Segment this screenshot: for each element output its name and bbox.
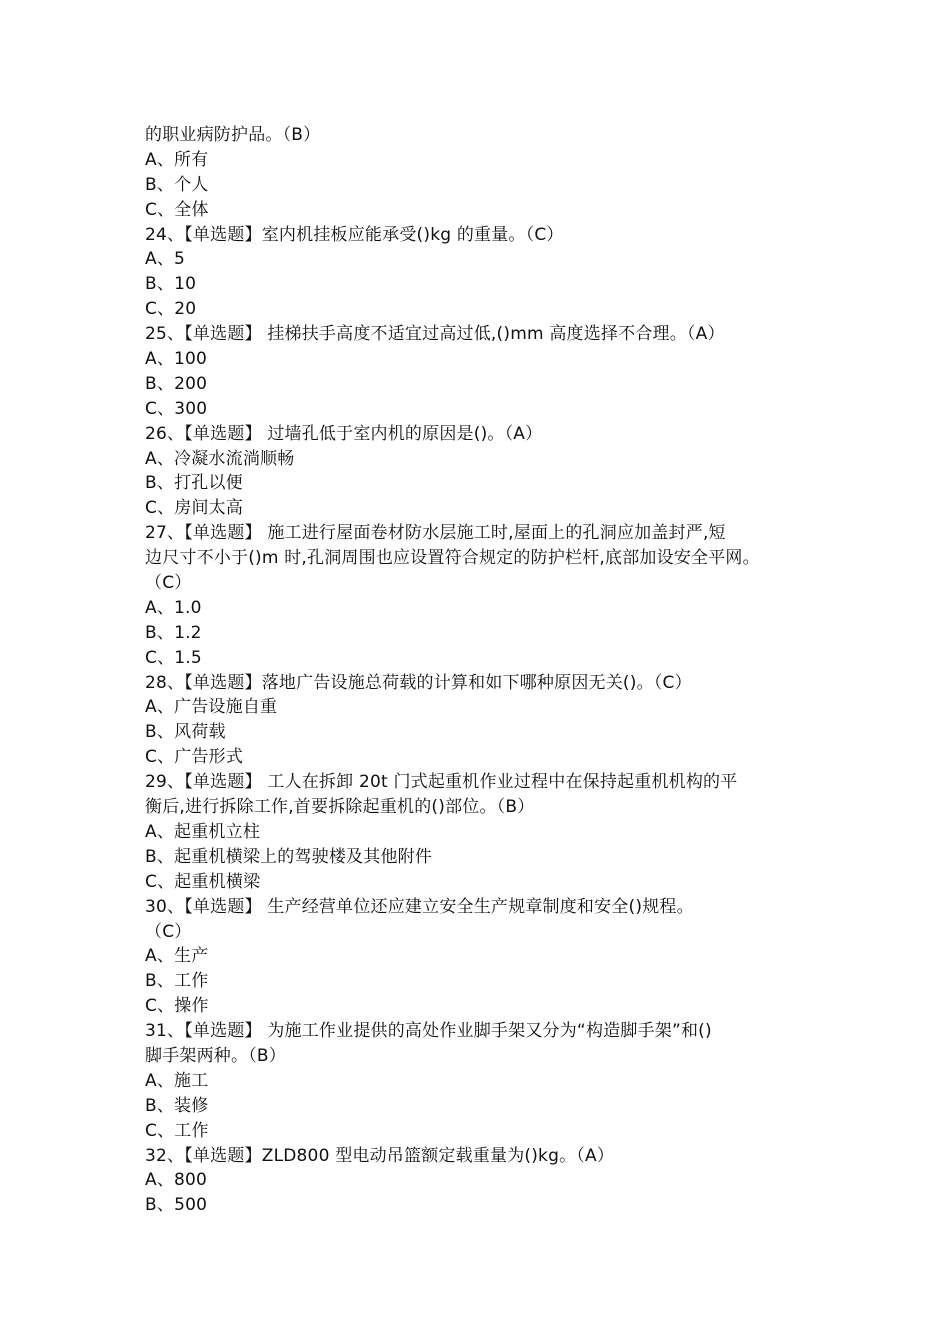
option-a: A、800: [145, 1170, 208, 1191]
question-29-line-1: 29、【单选题】 工人在拆卸 20t 门式起重机作业过程中在保持起重机机构的平: [145, 772, 738, 793]
question-28: 28、【单选题】落地广告设施总荷载的计算和如下哪种原因无关()。（C）: [145, 672, 692, 693]
option-a: A、5: [145, 249, 186, 270]
option-c: C、操作: [145, 996, 209, 1017]
option-a: A、冷凝水流淌顺畅: [145, 448, 295, 469]
option-c: C、工作: [145, 1120, 209, 1141]
option-c: C、全体: [145, 199, 209, 220]
option-c: C、广告形式: [145, 747, 244, 768]
option-a: A、起重机立柱: [145, 821, 261, 842]
option-c: C、房间太高: [145, 498, 244, 519]
question-32: 32、【单选题】ZLD800 型电动吊篮额定载重量为()kg。（A）: [145, 1145, 615, 1166]
option-b: B、风荷载: [145, 722, 226, 743]
question-29-line-2: 衡后,进行拆除工作,首要拆除起重机的()部位。（B）: [145, 797, 535, 818]
option-b: B、打孔以便: [145, 473, 243, 494]
option-a: A、广告设施自重: [145, 697, 278, 718]
question-31-line-2: 脚手架两种。（B）: [145, 1045, 286, 1066]
option-a: A、生产: [145, 946, 209, 967]
question-27-answer: （C）: [145, 573, 192, 594]
question-31-line-1: 31、【单选题】 为施工作业提供的高处作业脚手架又分为“构造脚手架”和(): [145, 1021, 712, 1042]
question-26: 26、【单选题】 过墙孔低于室内机的原因是()。（A）: [145, 423, 543, 444]
option-c: C、起重机横梁: [145, 871, 261, 892]
question-24: 24、【单选题】室内机挂板应能承受()kg 的重量。（C）: [145, 224, 564, 245]
option-a: A、所有: [145, 149, 209, 170]
option-b: B、200: [145, 373, 208, 394]
option-c: C、1.5: [145, 647, 202, 668]
option-b: B、10: [145, 274, 197, 295]
question-30-line-1: 30、【单选题】 生产经营单位还应建立安全生产规章制度和安全()规程。: [145, 896, 694, 917]
option-b: B、个人: [145, 174, 209, 195]
option-b: B、装修: [145, 1095, 209, 1116]
question-27-line-2: 边尺寸不小于()m 时,孔洞周围也应设置符合规定的防护栏杆,底部加设安全平网。: [145, 548, 760, 569]
question-27-line-1: 27、【单选题】 施工进行屋面卷材防水层施工时,屋面上的孔洞应加盖封严,短: [145, 523, 726, 544]
option-b: B、工作: [145, 971, 209, 992]
option-b: B、1.2: [145, 622, 202, 643]
question-25: 25、【单选题】 挂梯扶手高度不适宜过高过低,()mm 高度选择不合理。（A）: [145, 324, 725, 345]
option-a: A、100: [145, 349, 208, 370]
text-line: 的职业病防护品。（B）: [145, 125, 321, 145]
question-30-answer: （C）: [145, 921, 192, 942]
question-list: [145, 123, 815, 1218]
option-b: B、起重机横梁上的驾驶楼及其他附件: [145, 846, 433, 867]
option-b: B、500: [145, 1195, 208, 1216]
option-c: C、20: [145, 299, 197, 320]
option-c: C、300: [145, 398, 208, 419]
option-a: A、1.0: [145, 597, 202, 618]
option-a: A、施工: [145, 1070, 209, 1091]
